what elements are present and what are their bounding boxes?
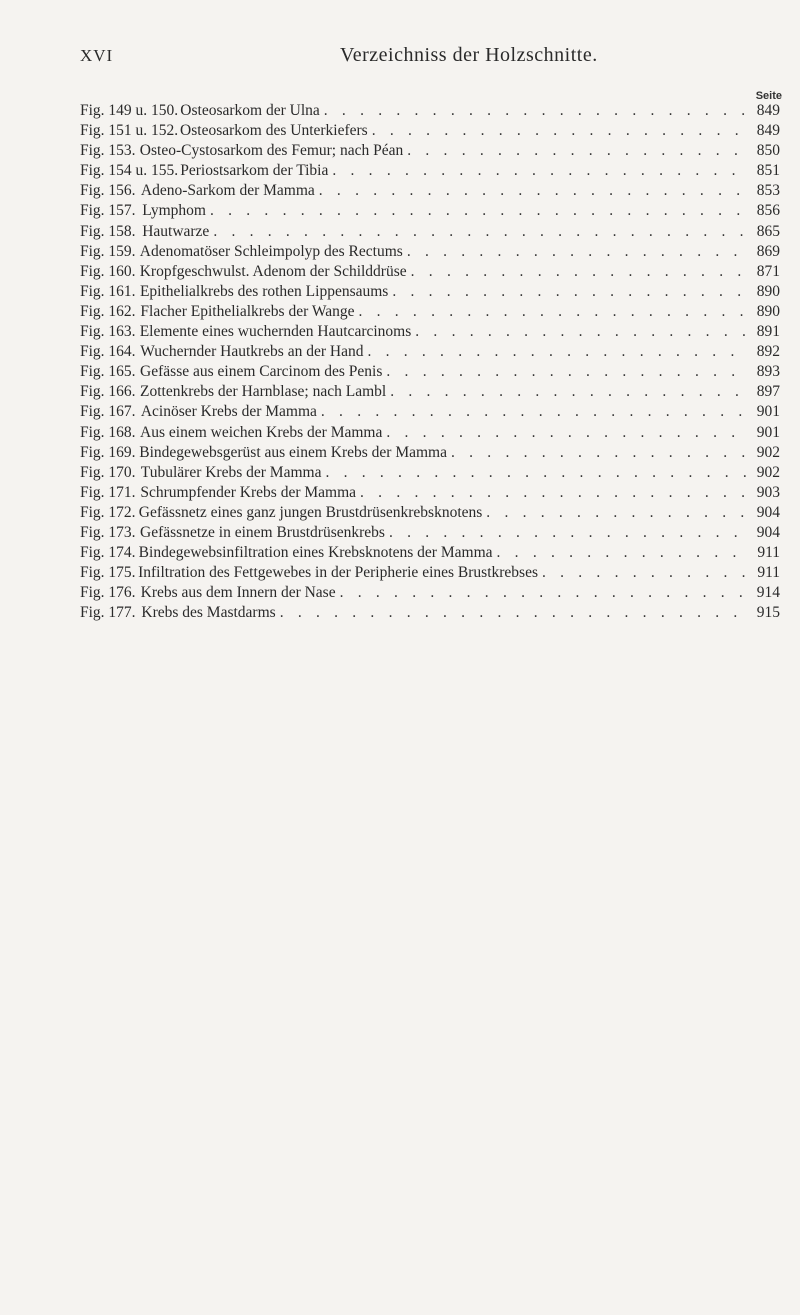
figure-list bbox=[80, 101, 780, 623]
dot-leader bbox=[356, 483, 746, 503]
list-item bbox=[80, 262, 780, 282]
figure-title: Acinöser Krebs der Mamma bbox=[140, 403, 317, 421]
figure-number: Fig. 169. bbox=[80, 443, 136, 461]
figure-title: Elemente eines wuchernden Hautcarcinoms bbox=[139, 323, 412, 341]
list-item bbox=[80, 161, 780, 181]
figure-number: Fig. 156. bbox=[80, 182, 136, 200]
figure-title: Gefässnetze in einem Brustdrüsenkrebs bbox=[140, 523, 385, 541]
page-ref: 911 bbox=[757, 564, 780, 582]
dot-leader bbox=[411, 322, 746, 342]
dot-leader bbox=[276, 603, 746, 623]
figure-number: Fig. 158. bbox=[80, 222, 136, 240]
list-item bbox=[80, 282, 780, 302]
dot-leader bbox=[328, 161, 746, 181]
figure-number: Fig. 177. bbox=[80, 604, 136, 622]
list-item bbox=[80, 181, 780, 201]
running-title: Verzeichniss der Holzschnitte. bbox=[340, 44, 598, 66]
figure-number: Fig. 174. bbox=[80, 544, 136, 562]
figure-title: Gefässe aus einem Carcinom des Penis bbox=[140, 363, 383, 381]
page-ref: 914 bbox=[756, 584, 780, 602]
dot-leader bbox=[336, 583, 746, 603]
figure-title: Aus einem weichen Krebs der Mamma bbox=[140, 423, 383, 441]
dot-leader bbox=[206, 201, 746, 221]
figure-title: Krebs des Mastdarms bbox=[141, 604, 276, 622]
figure-title: Periostsarkom der Tibia bbox=[180, 162, 329, 180]
page-ref: 902 bbox=[756, 443, 780, 461]
dot-leader bbox=[354, 302, 746, 322]
dot-leader bbox=[407, 262, 746, 282]
page-number: XVI bbox=[80, 46, 114, 65]
dot-leader bbox=[320, 101, 746, 121]
figure-title: Osteosarkom der Ulna bbox=[180, 102, 320, 119]
figure-title: Bindegewebsinfiltration eines Krebsknotens der Mamma bbox=[138, 544, 493, 562]
figure-number: Fig. 160. bbox=[80, 262, 136, 280]
dot-leader bbox=[403, 141, 746, 161]
figure-number: Fig. 151 u. 152. bbox=[80, 122, 179, 140]
dot-leader bbox=[321, 463, 746, 483]
figure-title: Infiltration des Fettgewebes in der Peripherie eines Brustkrebses bbox=[138, 564, 538, 582]
dot-leader bbox=[382, 423, 746, 443]
page-ref: 869 bbox=[756, 242, 780, 260]
dot-leader bbox=[482, 503, 746, 523]
dot-leader bbox=[386, 382, 746, 402]
dot-leader bbox=[447, 443, 746, 463]
figure-number: Fig. 175. bbox=[80, 564, 136, 582]
figure-title: Krebs aus dem Innern der Nase bbox=[140, 584, 336, 602]
page-ref: 904 bbox=[756, 523, 780, 541]
figure-title: Kropfgeschwulst. Adenom der Schilddrüse bbox=[139, 262, 407, 280]
page-ref: 853 bbox=[756, 182, 780, 200]
list-item bbox=[80, 563, 780, 583]
list-item bbox=[80, 423, 780, 443]
page-ref: 851 bbox=[756, 162, 780, 180]
list-item bbox=[80, 603, 780, 623]
list-item bbox=[80, 362, 780, 382]
list-item bbox=[80, 141, 780, 161]
list-item bbox=[80, 543, 780, 563]
figure-number: Fig. 153. bbox=[80, 142, 136, 160]
list-item bbox=[80, 402, 780, 422]
list-item bbox=[80, 483, 780, 503]
page-ref: 911 bbox=[757, 544, 780, 562]
figure-title: Osteo-Cystosarkom des Femur; nach Péan bbox=[139, 142, 404, 160]
page-ref: 902 bbox=[756, 463, 780, 481]
list-item bbox=[80, 523, 780, 543]
list-item bbox=[80, 101, 780, 121]
page-ref: 890 bbox=[756, 302, 780, 320]
figure-number: Fig. 161. bbox=[80, 282, 136, 300]
dot-leader bbox=[317, 402, 746, 422]
figure-number: Fig. 163. bbox=[80, 323, 136, 341]
dot-leader bbox=[363, 342, 746, 362]
dot-leader bbox=[388, 282, 746, 302]
dot-leader bbox=[368, 121, 746, 141]
page-ref: 871 bbox=[756, 262, 780, 280]
figure-number: Fig. 172. bbox=[80, 503, 136, 521]
list-item bbox=[80, 242, 780, 262]
figure-title: Hautwarze bbox=[142, 222, 210, 240]
list-item bbox=[80, 302, 780, 322]
figure-number: Fig. 168. bbox=[80, 423, 136, 441]
page-ref: 893 bbox=[756, 363, 780, 381]
figure-number: Fig. 173. bbox=[80, 523, 136, 541]
figure-number: Fig. 165. bbox=[80, 363, 136, 381]
dot-leader bbox=[385, 523, 746, 543]
list-item bbox=[80, 382, 780, 402]
figure-number: Fig. 149 u. 150. bbox=[80, 102, 179, 119]
dot-leader bbox=[538, 563, 746, 583]
list-item bbox=[80, 443, 780, 463]
list-item bbox=[80, 583, 780, 603]
figure-title: Flacher Epithelialkrebs der Wange bbox=[140, 302, 355, 320]
list-item bbox=[80, 121, 780, 141]
page-ref: 892 bbox=[756, 343, 780, 361]
list-item bbox=[80, 342, 780, 362]
page-ref: 890 bbox=[756, 282, 780, 300]
list-item bbox=[80, 222, 780, 242]
page-ref: 865 bbox=[756, 222, 780, 240]
figure-title: Lymphom bbox=[142, 202, 206, 220]
list-item bbox=[80, 322, 780, 342]
page-ref: 901 bbox=[756, 423, 780, 441]
page-ref: 850 bbox=[756, 142, 780, 160]
list-item bbox=[80, 201, 780, 221]
figure-title: Adenomatöser Schleimpolyp des Rectums bbox=[139, 242, 403, 260]
page-ref: 915 bbox=[756, 604, 780, 622]
page-column-heading: Seite bbox=[755, 90, 782, 102]
figure-number: Fig. 164. bbox=[80, 343, 136, 361]
list-item bbox=[80, 503, 780, 523]
figure-title: Adeno-Sarkom der Mamma bbox=[140, 182, 315, 200]
page-ref: 849 bbox=[756, 122, 780, 140]
page-ref: 901 bbox=[756, 403, 780, 421]
figure-title: Zottenkrebs der Harnblase; nach Lambl bbox=[140, 383, 387, 401]
figure-title: Osteosarkom des Unterkiefers bbox=[180, 122, 368, 140]
figure-title: Wuchernder Hautkrebs an der Hand bbox=[140, 343, 364, 361]
dot-leader bbox=[315, 181, 746, 201]
page-ref: 904 bbox=[756, 503, 780, 521]
page-ref: 856 bbox=[756, 202, 780, 220]
figure-number: Fig. 162. bbox=[80, 302, 136, 320]
page-ref: 849 bbox=[756, 102, 780, 119]
figure-title: Schrumpfender Krebs der Mamma bbox=[140, 483, 357, 501]
figure-number: Fig. 170. bbox=[80, 463, 136, 481]
figure-number: Fig. 176. bbox=[80, 584, 136, 602]
dot-leader bbox=[209, 222, 746, 242]
list-item bbox=[80, 463, 780, 483]
dot-leader bbox=[403, 242, 746, 262]
figure-number: Fig. 154 u. 155. bbox=[80, 162, 179, 180]
figure-number: Fig. 167. bbox=[80, 403, 136, 421]
figure-title: Gefässnetz eines ganz jungen Brustdrüsenkrebsknotens bbox=[138, 503, 483, 521]
figure-number: Fig. 157. bbox=[80, 202, 136, 220]
figure-title: Epithelialkrebs des rothen Lippensaums bbox=[139, 282, 389, 300]
figure-title: Bindegewebsgerüst aus einem Krebs der Mamma bbox=[139, 443, 447, 461]
dot-leader bbox=[493, 543, 746, 563]
figure-number: Fig. 159. bbox=[80, 242, 136, 260]
figure-number: Fig. 166. bbox=[80, 383, 136, 401]
figure-title: Tubulärer Krebs der Mamma bbox=[140, 463, 322, 481]
figure-number: Fig. 171. bbox=[80, 483, 136, 501]
dot-leader bbox=[382, 362, 746, 382]
page-ref: 891 bbox=[756, 323, 780, 341]
page-ref: 897 bbox=[756, 383, 780, 401]
page-ref: 903 bbox=[756, 483, 780, 501]
page-header bbox=[80, 44, 780, 70]
